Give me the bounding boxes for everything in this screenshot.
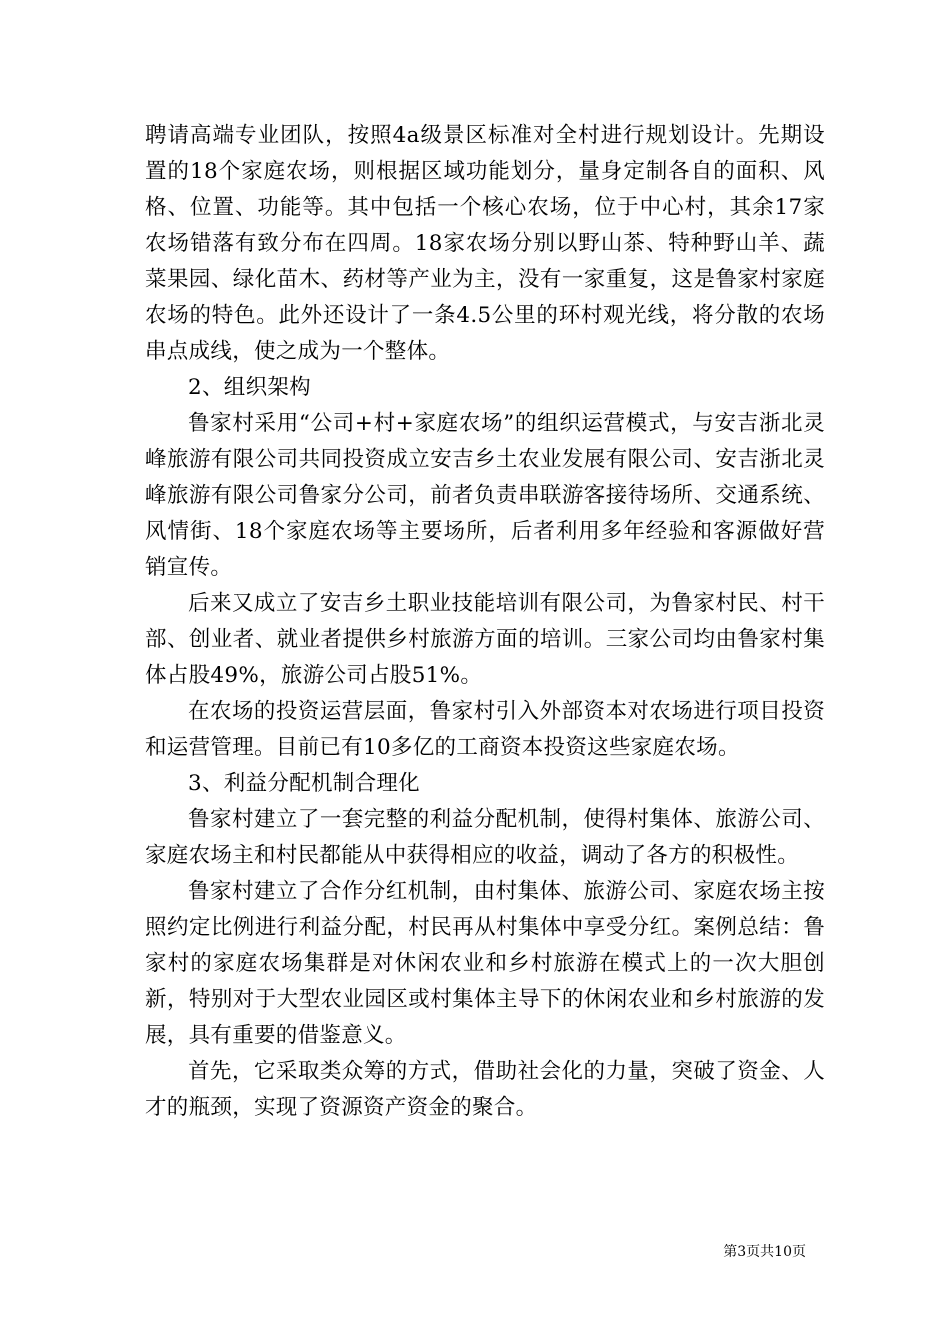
heading-organization: 2、组织架构: [188, 375, 311, 400]
paragraph-investment: 在农场的投资运营层面，鲁家村引入外部资本对农场进行项目投资和运营管理。目前已有10多亿的工商资本投资这些家庭农场。: [145, 699, 825, 760]
document-body: [145, 118, 825, 1126]
paragraph-dividend-summary: 鲁家村建立了合作分红机制，由村集体、旅游公司、家庭农场主按照约定比例进行利益分配，村民再从村集体中享受分红。案例总结：鲁家村的家庭农场集群是对休闲农业和乡村旅游在模式上的一次大胆创新，特别对于大型农业园区或村集体主导下的休闲农业和乡村旅游的发展，具有重要的借鉴意义。: [145, 879, 825, 1048]
paragraph-training-company: 后来又成立了安吉乡土职业技能培训有限公司，为鲁家村民、村干部、创业者、就业者提供乡村旅游方面的培训。三家公司均由鲁家村集体占股49%，旅游公司占股51%。: [145, 591, 825, 688]
heading-profit-distribution: 3、利益分配机制合理化: [188, 771, 420, 796]
paragraph-operation-model: 鲁家村采用“公司+村+家庭农场”的组织运营模式，与安吉浙北灵峰旅游有限公司共同投资成立安吉乡土农业发展有限公司、安吉浙北灵峰旅游有限公司鲁家分公司，前者负责串联游客接待场所、交通系统、风情街、18个家庭农场等主要场所，后者利用多年经验和客源做好营销宣传。: [145, 411, 825, 580]
paragraph-profit-mechanism: 鲁家村建立了一套完整的利益分配机制，使得村集体、旅游公司、家庭农场主和村民都能从中获得相应的收益，调动了各方的积极性。: [145, 807, 825, 868]
paragraph-crowdfunding: 首先，它采取类众筹的方式，借助社会化的力量，突破了资金、人才的瓶颈，实现了资源资产资金的聚合。: [145, 1059, 825, 1120]
paragraph-planning: 聘请高端专业团队，按照4a级景区标准对全村进行规划设计。先期设置的18个家庭农场，则根据区域功能划分，量身定制各自的面积、风格、位置、功能等。其中包括一个核心农场，位于中心村，其余17家农场错落有致分布在四周。18家农场分别以野山茶、特种野山羊、蔬菜果园、绿化苗木、药材等产业为主，没有一家重复，这是鲁家村家庭农场的特色。此外还设计了一条4.5公里的环村观光线，将分散的农场串点成线，使之成为一个整体。: [145, 123, 825, 364]
page-number-footer: 第3页共10页: [723, 1244, 806, 1260]
